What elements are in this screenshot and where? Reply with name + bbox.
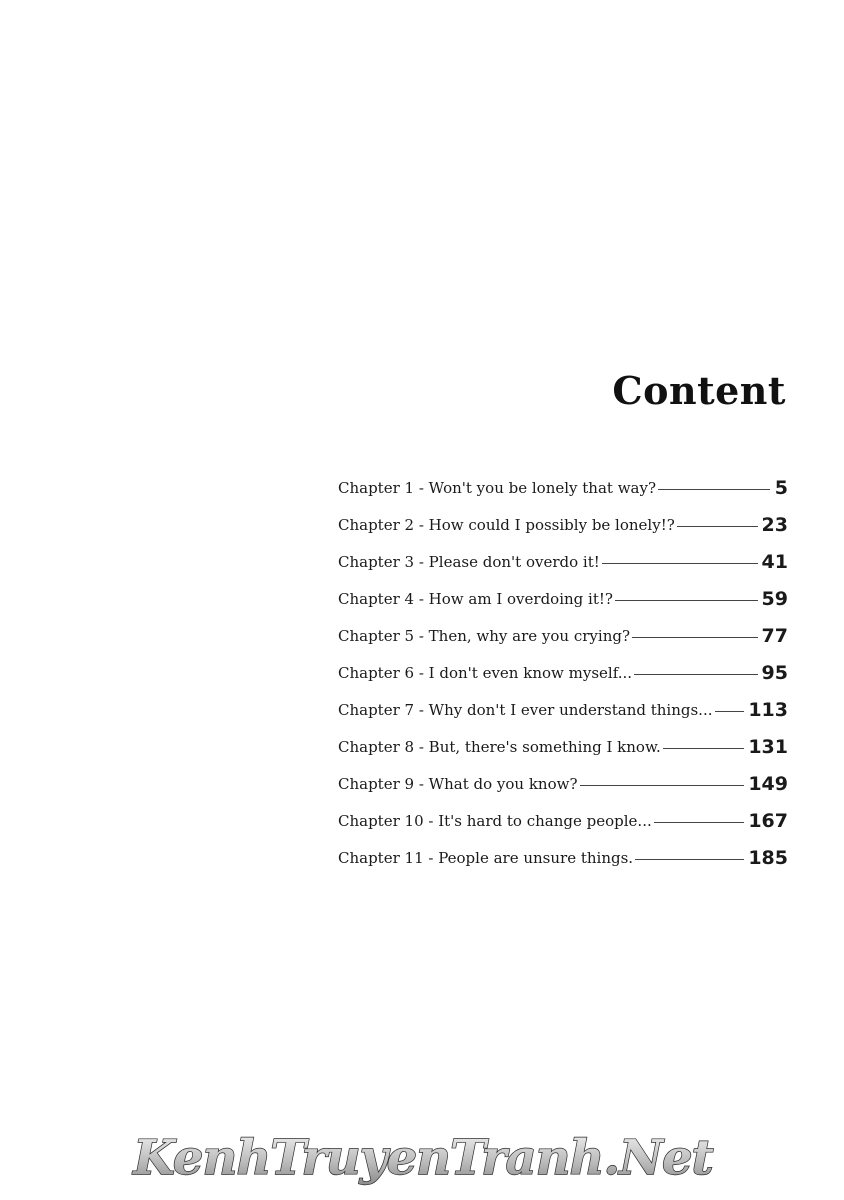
toc-entry-page: 59 — [761, 588, 788, 610]
toc-list — [338, 466, 788, 873]
toc-entry — [338, 725, 788, 762]
toc-entry-title: Chapter 9 - What do you know? — [338, 775, 578, 793]
toc-leader-line — [634, 674, 758, 675]
toc-leader-line — [635, 859, 744, 860]
toc-leader-line — [654, 822, 745, 823]
toc-entry-title: Chapter 10 - It's hard to change people... — [338, 812, 652, 830]
toc-leader-line — [632, 637, 758, 638]
toc-entry-title: Chapter 2 - How could I possibly be lonely!? — [338, 516, 675, 534]
toc-entry-page: 131 — [748, 736, 788, 758]
toc-entry-page: 185 — [748, 847, 788, 869]
toc-leader-line — [580, 785, 745, 786]
toc-entry — [338, 577, 788, 614]
watermark-graphic — [118, 1128, 728, 1190]
toc-entry-page: 113 — [748, 699, 788, 721]
toc-entry-title: Chapter 5 - Then, why are you crying? — [338, 627, 630, 645]
toc-entry — [338, 836, 788, 873]
toc-leader-line — [615, 600, 758, 601]
toc-leader-line — [677, 526, 758, 527]
watermark-logo — [118, 1128, 728, 1190]
toc-entry — [338, 651, 788, 688]
toc-entry-title: Chapter 1 - Won't you be lonely that way? — [338, 479, 656, 497]
toc-entry-title: Chapter 7 - Why don't I ever understand things... — [338, 701, 713, 719]
toc-entry — [338, 466, 788, 503]
toc-entry-page: 41 — [761, 551, 788, 573]
toc-entry — [338, 799, 788, 836]
toc-entry-page: 5 — [774, 477, 788, 499]
toc-entry — [338, 762, 788, 799]
toc-entry-page: 23 — [761, 514, 788, 536]
toc-entry — [338, 614, 788, 651]
toc-entry — [338, 688, 788, 725]
toc-entry-page: 167 — [748, 810, 788, 832]
toc-entry-title: Chapter 6 - I don't even know myself... — [338, 664, 633, 682]
watermark-text: KenhTruyenTranh.Net — [133, 1130, 713, 1186]
toc-entry-title: Chapter 11 - People are unsure things. — [338, 849, 634, 867]
toc-leader-line — [663, 748, 745, 749]
toc-entry — [338, 503, 788, 540]
toc-entry-title: Chapter 4 - How am I overdoing it!? — [338, 590, 613, 608]
toc-leader-line — [658, 489, 770, 490]
toc-entry-title: Chapter 8 - But, there's something I know. — [338, 738, 661, 756]
toc-heading: Content — [612, 368, 786, 413]
toc-leader-line — [602, 563, 758, 564]
toc-entry-title: Chapter 3 - Please don't overdo it! — [338, 553, 600, 571]
toc-entry — [338, 540, 788, 577]
toc-leader-line — [715, 711, 745, 712]
toc-entry-page: 95 — [761, 662, 788, 684]
toc-entry-page: 77 — [761, 625, 788, 647]
toc-entry-page: 149 — [748, 773, 788, 795]
